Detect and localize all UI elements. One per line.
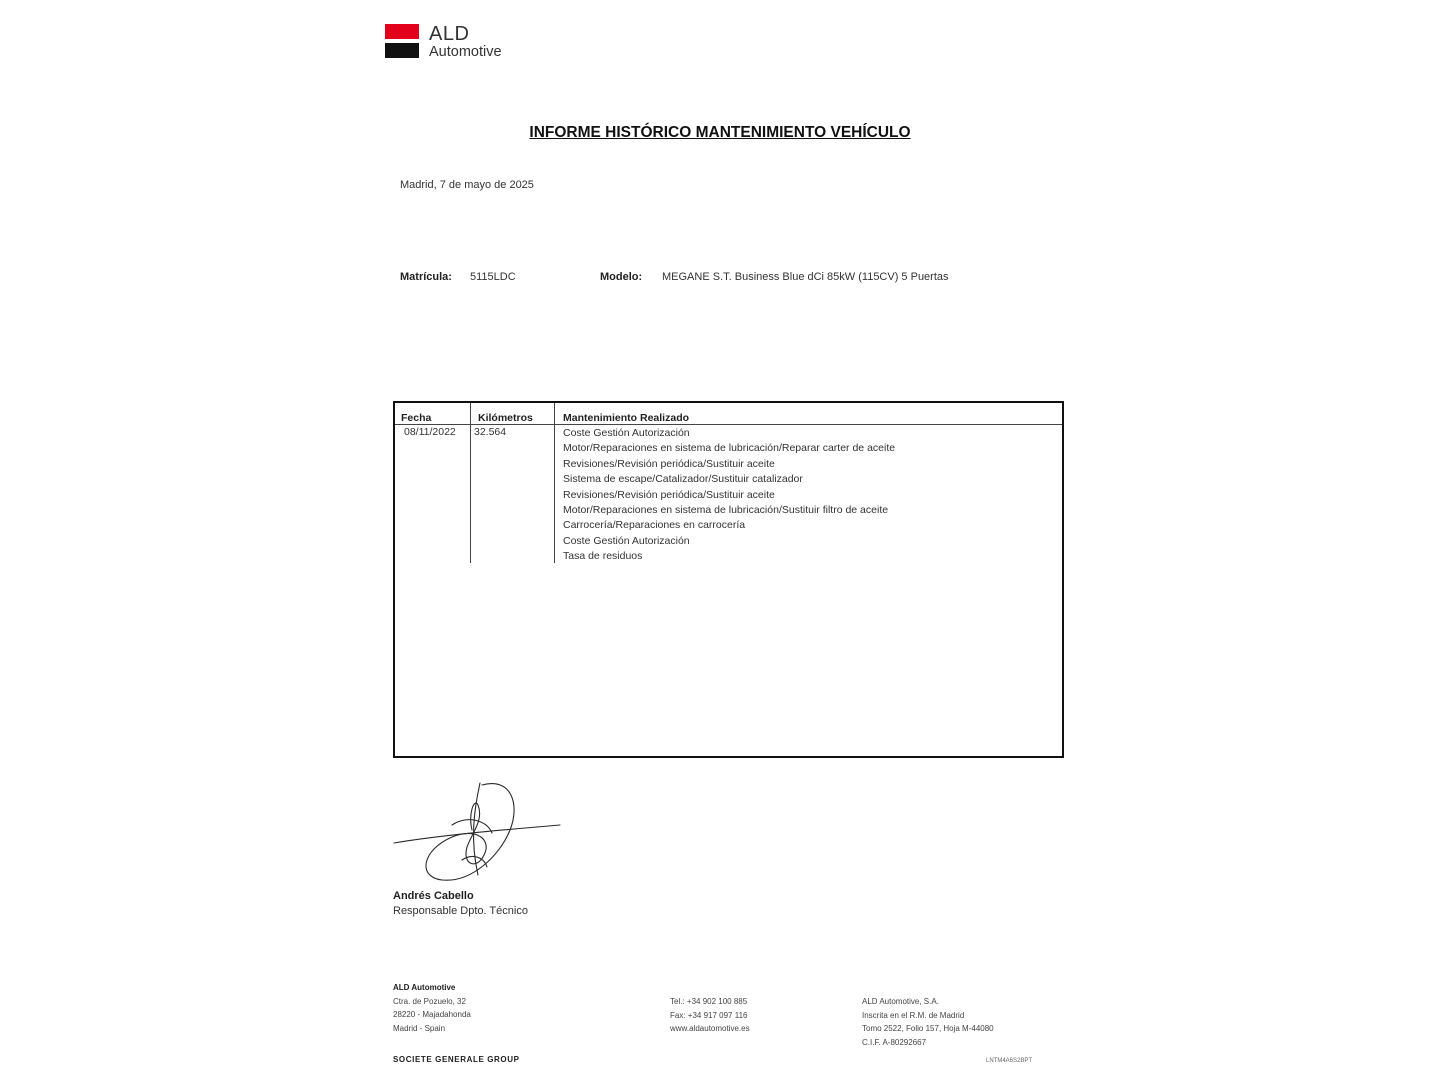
footer-fax: Fax: +34 917 097 116 xyxy=(670,1010,748,1020)
footer-website: www.aldautomotive.es xyxy=(670,1024,750,1033)
footer-address xyxy=(393,981,471,1035)
logo-mark-icon xyxy=(385,24,419,58)
header-divider xyxy=(395,424,1062,425)
footer-company: ALD Automotive xyxy=(393,983,456,992)
task-item: Motor/Reparaciones en sistema de lubricación/Reparar carter de aceite xyxy=(563,442,896,455)
column-divider-2 xyxy=(554,403,555,563)
task-item: Revisiones/Revisión periódica/Sustituir aceite xyxy=(563,488,775,501)
footer-legal-line: C.I.F. A-80292667 xyxy=(862,1037,927,1047)
signer-name: Andrés Cabello xyxy=(393,890,474,902)
header-maintenance: Mantenimiento Realizado xyxy=(563,412,690,424)
logo-line-2: Automotive xyxy=(429,44,502,60)
footer-legal xyxy=(862,995,994,1049)
signer-role: Responsable Dpto. Técnico xyxy=(393,905,528,917)
row-tasks xyxy=(563,426,895,565)
task-item: Motor/Reparaciones en sistema de lubricación/Sustituir filtro de aceite xyxy=(563,504,889,517)
footer-legal-line: Tomo 2522, Folio 157, Hoja M-44080 xyxy=(862,1024,994,1033)
task-item: Revisiones/Revisión periódica/Sustituir aceite xyxy=(563,457,775,470)
row-km: 32.564 xyxy=(474,426,507,438)
group-name: SOCIETE GENERALE GROUP xyxy=(393,1055,520,1064)
task-item: Coste Gestión Autorización xyxy=(563,427,690,439)
place-date: Madrid, 7 de mayo de 2025 xyxy=(400,179,534,191)
handwritten-signature xyxy=(392,775,567,885)
footer-address-line: Madrid - Spain xyxy=(393,1023,446,1033)
footer-address-line: 28220 - Majadahonda xyxy=(393,1010,471,1019)
task-item: Carrocería/Reparaciones en carrocería xyxy=(563,519,746,532)
document-code: LNTM4A6S2BPT xyxy=(986,1058,1033,1064)
model-value: MEGANE S.T. Business Blue dCi 85kW (115CV) 5 Puertas xyxy=(662,271,949,283)
report-title: INFORME HISTÓRICO MANTENIMIENTO VEHÍCULO xyxy=(529,124,911,141)
row-date: 08/11/2022 xyxy=(404,426,456,438)
plate-label: Matrícula: xyxy=(400,271,452,283)
task-item: Sistema de escape/Catalizador/Sustituir catalizador xyxy=(563,473,803,486)
footer-phone: Tel.: +34 902 100 885 xyxy=(670,997,748,1006)
plate-value: 5115LDC xyxy=(470,271,516,283)
task-item: Coste Gestión Autorización xyxy=(563,534,690,547)
footer-address-line: Ctra. de Pozuelo, 32 xyxy=(393,996,466,1006)
header-km: Kilómetros xyxy=(478,412,533,424)
footer-legal-line: Inscrita en el R.M. de Madrid xyxy=(862,1010,965,1020)
footer-contact xyxy=(670,995,750,1036)
footer-legal-line: ALD Automotive, S.A. xyxy=(862,997,939,1006)
model-label: Modelo: xyxy=(600,271,643,283)
logo-line-1: ALD xyxy=(429,23,470,45)
task-item: Tasa de residuos xyxy=(563,550,643,563)
header-date: Fecha xyxy=(401,412,432,424)
maintenance-table xyxy=(393,401,1064,758)
column-divider-1 xyxy=(470,403,471,563)
ald-automotive-logo xyxy=(385,24,502,60)
